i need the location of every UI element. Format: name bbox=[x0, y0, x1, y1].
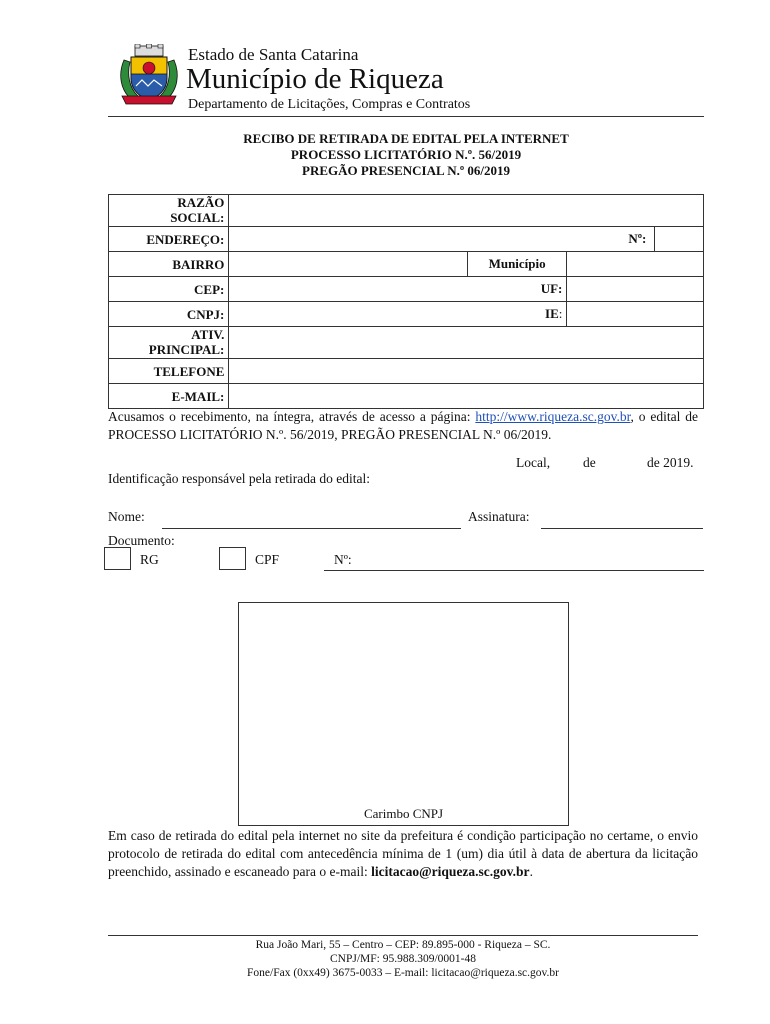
ie-field[interactable] bbox=[567, 302, 704, 327]
municipal-crest-icon bbox=[116, 44, 182, 108]
header-municipality: Município de Riqueza bbox=[186, 63, 444, 95]
telefone-field[interactable] bbox=[229, 359, 704, 384]
date-year-label: de 2019. bbox=[647, 455, 694, 470]
municipio-field[interactable] bbox=[567, 252, 704, 277]
endereco-field[interactable] bbox=[229, 227, 567, 252]
assinatura-label: Assinatura: bbox=[468, 509, 530, 524]
numero-field[interactable] bbox=[655, 227, 704, 252]
telefone-label: TELEFONE bbox=[109, 359, 229, 384]
form-row-endereco bbox=[109, 227, 704, 252]
form-row-cep bbox=[109, 277, 704, 302]
endereco-label: ENDEREÇO: bbox=[109, 227, 229, 252]
ativ-principal-label: ATIV. PRINCIPAL: bbox=[109, 327, 229, 359]
email-label: E-MAIL: bbox=[109, 384, 229, 409]
rg-label: RG bbox=[140, 552, 159, 567]
uf-label: UF: bbox=[467, 277, 567, 302]
date-local-label: Local, bbox=[516, 455, 551, 470]
notice-email: licitacao@riqueza.sc.gov.br bbox=[371, 864, 530, 879]
header-state: Estado de Santa Catarina bbox=[188, 45, 359, 64]
document-title-line3: PREGÃO PRESENCIAL N.º 06/2019 bbox=[302, 163, 510, 178]
notice-paragraph: Em caso de retirada do edital pela internet no site da prefeitura é condição participação no certame, o envio protocolo de retirada do edital com antecedência mínima de 1 (um) dia útil à data de abertura da licitação preenchido, assinado e escaneado para o e-mail: licitacao@riqueza.sc.gov.br. bbox=[108, 828, 698, 879]
footer-cnpj: CNPJ/MF: 95.988.309/0001-48 bbox=[329, 953, 476, 965]
header-divider bbox=[108, 116, 704, 117]
cep-label: CEP: bbox=[109, 277, 229, 302]
email-field[interactable] bbox=[229, 384, 704, 409]
company-form-table bbox=[108, 194, 704, 409]
nome-field[interactable] bbox=[162, 528, 461, 529]
date-de-label: de bbox=[583, 455, 596, 470]
form-row-bairro bbox=[109, 252, 704, 277]
header-department: Departamento de Licitações, Compras e Contratos bbox=[188, 97, 471, 112]
form-row-email bbox=[109, 384, 704, 409]
razao-social-field[interactable] bbox=[229, 195, 704, 227]
razao-social-label: RAZÃO SOCIAL: bbox=[109, 195, 229, 227]
cpf-label: CPF bbox=[255, 552, 280, 567]
cnpj-label: CNPJ: bbox=[109, 302, 229, 327]
numero-label: Nº: bbox=[567, 227, 655, 252]
bairro-field[interactable] bbox=[229, 252, 467, 277]
form-row-telefone bbox=[109, 359, 704, 384]
cnpj-field[interactable] bbox=[229, 302, 467, 327]
rg-checkbox[interactable] bbox=[104, 547, 131, 570]
documento-numero-label: Nº: bbox=[334, 552, 352, 567]
ie-label: IE: bbox=[467, 302, 567, 327]
municipio-label: Município bbox=[467, 252, 567, 277]
bairro-label: BAIRRO bbox=[109, 252, 229, 277]
uf-field[interactable] bbox=[567, 277, 704, 302]
document-title-line1: RECIBO DE RETIRADA DE EDITAL PELA INTERNET bbox=[243, 131, 569, 146]
documento-label: Documento: bbox=[108, 533, 175, 548]
cnpj-stamp-box bbox=[238, 602, 569, 826]
cpf-checkbox[interactable] bbox=[219, 547, 246, 570]
form-row-razao-social bbox=[109, 195, 704, 227]
cep-field[interactable] bbox=[229, 277, 467, 302]
form-row-cnpj bbox=[109, 302, 704, 327]
receipt-paragraph: Acusamos o recebimento, na íntegra, através de acesso a página: http://www.riqueza.sc.gov.br, o edital de PROCESSO LICITATÓRIO N.º. 56/2019, PREGÃO PRESENCIAL N.º 06/2019. bbox=[108, 409, 699, 442]
identification-label: Identificação responsável pela retirada do edital: bbox=[108, 471, 370, 486]
ativ-principal-field[interactable] bbox=[229, 327, 704, 359]
footer-divider bbox=[108, 935, 698, 936]
documento-numero-field[interactable] bbox=[324, 570, 704, 571]
form-row-ativ-principal bbox=[109, 327, 704, 359]
website-link[interactable]: http://www.riqueza.sc.gov.br bbox=[475, 409, 631, 424]
nome-label: Nome: bbox=[108, 509, 145, 524]
footer-contact: Fone/Fax (0xx49) 3675-0033 – E-mail: licitacao@riqueza.sc.gov.br bbox=[247, 967, 559, 979]
assinatura-field[interactable] bbox=[541, 528, 703, 529]
document-title-line2: PROCESSO LICITATÓRIO N.º. 56/2019 bbox=[290, 147, 522, 162]
stamp-label: Carimbo CNPJ bbox=[363, 806, 444, 821]
footer-address: Rua João Mari, 55 – Centro – CEP: 89.895-000 - Riqueza – SC. bbox=[255, 939, 551, 951]
